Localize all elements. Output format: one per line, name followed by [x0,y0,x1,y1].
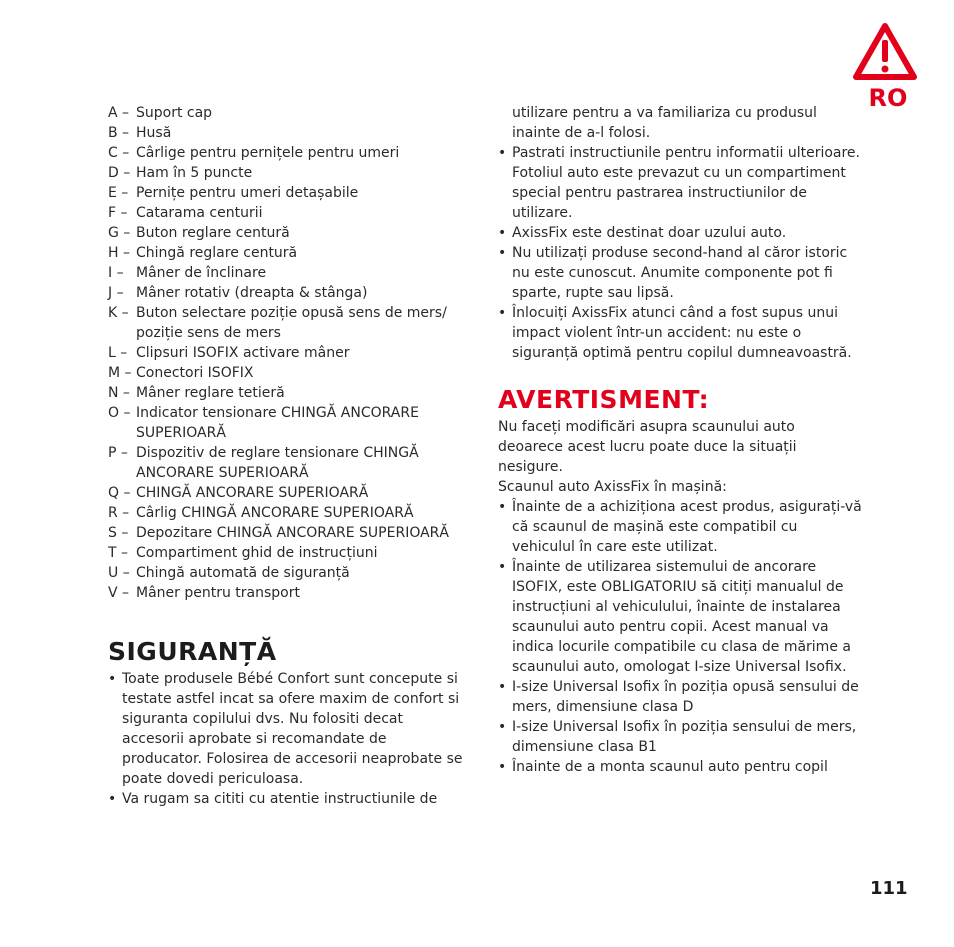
list-item-continued: utilizare pentru a va familiariza cu produsul inainte de a-l folosi. [512,105,817,141]
list-item: • Nu utilizați produse second-hand al căror istoric nu este cunoscut. Anumite componente pot fi sparte, rupte sau lipsă. [498,243,864,303]
list-item: • AxissFix este destinat doar uzului auto. [498,223,864,243]
list-item: C – Cârlige pentru pernițele pentru umeri [108,145,400,161]
list-item: B – Husă [108,125,172,141]
warning-triangle-icon [852,22,918,82]
list-item: O – Indicator tensionare CHINGĂ ANCORARE SUPERIOARĂ [108,405,419,441]
page-number: 111 [870,878,908,899]
list-item: • Va rugam sa cititi cu atentie instructiunile de [108,789,468,809]
parts-list [108,103,468,603]
list-item: J – Mâner rotativ (dreapta & stânga) [108,285,368,301]
list-item: U – Chingă automată de siguranță [108,565,350,581]
warning-bullets [498,497,864,777]
list-item: P – Dispozitiv de reglare tensionare CHINGĂ ANCORARE SUPERIOARĂ [108,445,419,481]
list-item: L – Clipsuri ISOFIX activare mâner [108,345,350,361]
right-column [498,103,864,777]
warning-intro: Nu faceți modificări asupra scaunului auto deoarece acest lucru poate duce la situații nesigure. [498,419,797,475]
list-item: Q – CHINGĂ ANCORARE SUPERIOARĂ [108,485,369,501]
list-item: • I-size Universal Isofix în poziția opusă sensului de mers, dimensiune clasa D [498,677,864,717]
list-item: E – Pernițe pentru umeri detașabile [108,185,359,201]
list-item: • I-size Universal Isofix în poziția sensului de mers, dimensiune clasa B1 [498,717,864,757]
safety-bullets-continued [498,103,864,363]
list-item: • Pastrati instructiunile pentru informatii ulterioare. Fotoliul auto este prevazut cu un compartiment special pentru pastrarea instructiunilor de utilizare. [498,143,864,223]
list-item: I – Mâner de înclinare [108,265,267,281]
list-item: T – Compartiment ghid de instrucțiuni [108,545,378,561]
list-item: K – Buton selectare poziție opusă sens de mers/ poziție sens de mers [108,305,447,341]
warning-heading: AVERTISMENT: [498,385,710,414]
list-item: • Înainte de a monta scaunul auto pentru copil [498,757,864,777]
list-item: M – Conectori ISOFIX [108,365,254,381]
safety-heading: SIGURANȚĂ [108,637,277,666]
list-item: F – Catarama centurii [108,205,263,221]
list-item: N – Mâner reglare tetieră [108,385,285,401]
list-item: V – Mâner pentru transport [108,585,300,601]
safety-bullets [108,669,468,809]
warning-subheading: Scaunul auto AxissFix în mașină: [498,479,727,495]
list-item: • Înlocuiți AxissFix atunci când a fost supus unui impact violent într-un accident: nu este o siguranță optimă pentru copilul dumneavoastră. [498,303,864,363]
list-item: • Toate produsele Bébé Confort sunt concepute si testate astfel incat sa ofere maxim de confort si siguranta copilului dvs. Nu folositi decat accesorii aprobate si recomandate de producator. Folosirea de accesorii neaprobate se poate dovedi periculoasa. [108,669,468,789]
list-item: H – Chingă reglare centură [108,245,298,261]
left-column [108,103,468,809]
language-code: RO [868,84,908,112]
list-item: • Înainte de a achiziționa acest produs, asigurați-vă că scaunul de mașină este compatibil cu vehiculul în care este utilizat. [498,497,864,557]
list-item: S – Depozitare CHINGĂ ANCORARE SUPERIOARĂ [108,525,449,541]
list-item: A – Suport cap [108,105,213,121]
list-item: R – Cârlig CHINGĂ ANCORARE SUPERIOARĂ [108,505,414,521]
list-item: • Înainte de utilizarea sistemului de ancorare ISOFIX, este OBLIGATORIU să citiți manualul de instrucțiuni al vehiculului, înainte de instalarea scaunului auto pentru copii. Acest manual va indica locurile compatibile cu clasa de mărime a scaunului auto, omologat I-size Universal Isofix. [498,557,864,677]
list-item: G – Buton reglare centură [108,225,290,241]
list-item: D – Ham în 5 puncte [108,165,253,181]
